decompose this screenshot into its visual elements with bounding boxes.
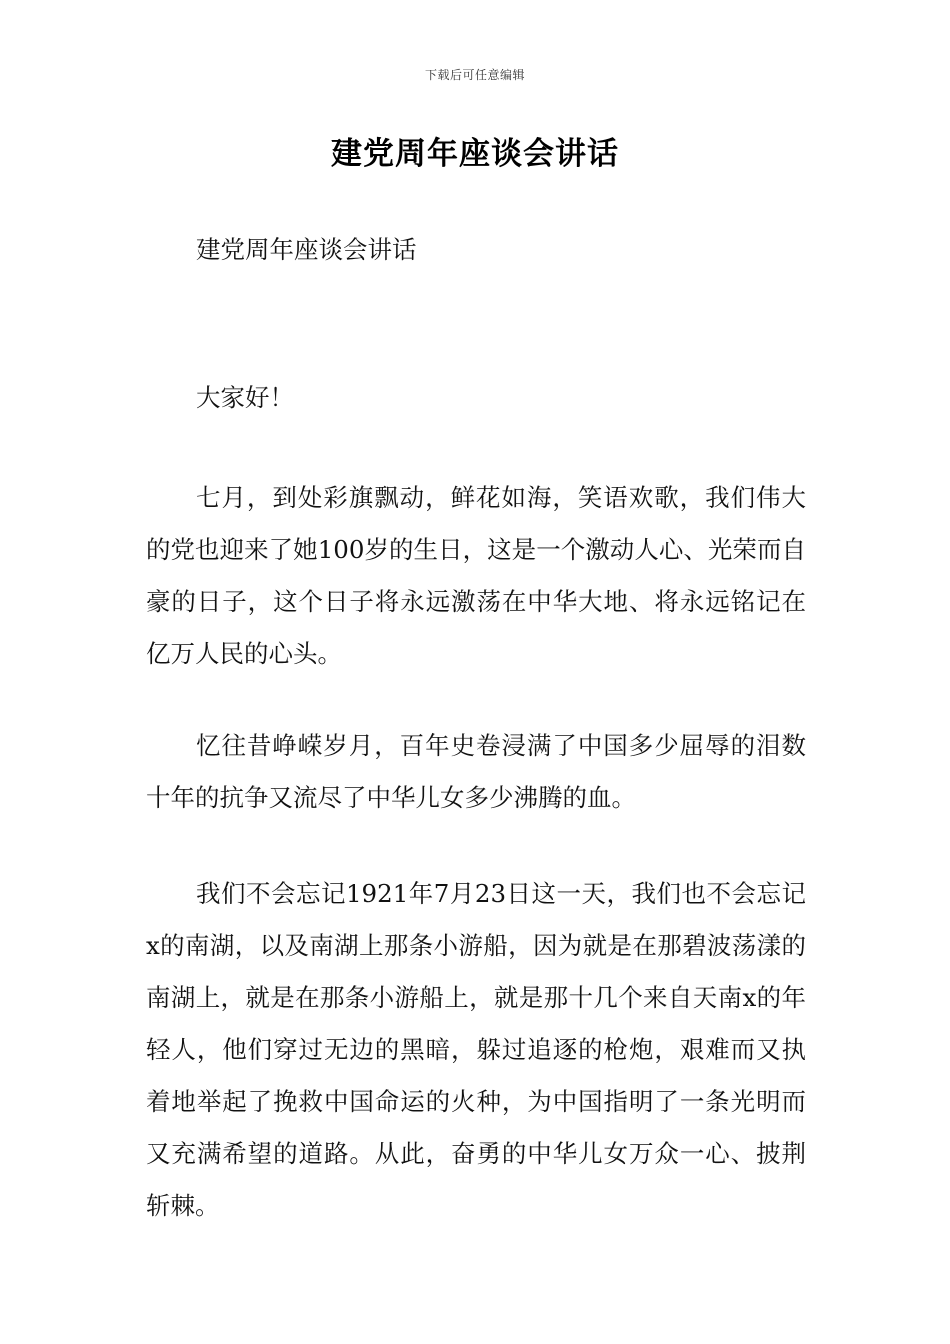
paragraph: 七月，到处彩旗飘动，鲜花如海，笑语欢歌，我们伟大的党也迎来了她100岁的生日，这是一个激动人心、光荣而自豪的日子，这个日子将永远激荡在中华大地、将永远铭记在亿万人民的心头。 <box>146 483 806 668</box>
paragraph: 忆往昔峥嵘岁月，百年史卷浸满了中国多少屈辱的泪数十年的抗争又流尽了中华儿女多少沸腾的血。 <box>146 731 806 812</box>
header-note: 下载后可任意编辑 <box>424 68 525 82</box>
paragraph: 我们不会忘记1921年7月23日这一天，我们也不会忘记x的南湖，以及南湖上那条小游船，因为就是在那碧波荡漾的南湖上，就是在那条小游船上，就是那十几个来自天南x的年轻人，他们穿过无边的黑暗，躲过追逐的枪炮，艰难而又执着地举起了挽救中国命运的火种，为中国指明了一条光明而又充满希望的道路。从此，奋勇的中华儿女万众一心、披荆斩棘。 <box>146 879 806 1220</box>
document-subtitle: 建党周年座谈会讲话 <box>196 235 417 264</box>
document-title: 建党周年座谈会讲话 <box>331 136 619 172</box>
greeting: 大家好！ <box>196 383 294 412</box>
